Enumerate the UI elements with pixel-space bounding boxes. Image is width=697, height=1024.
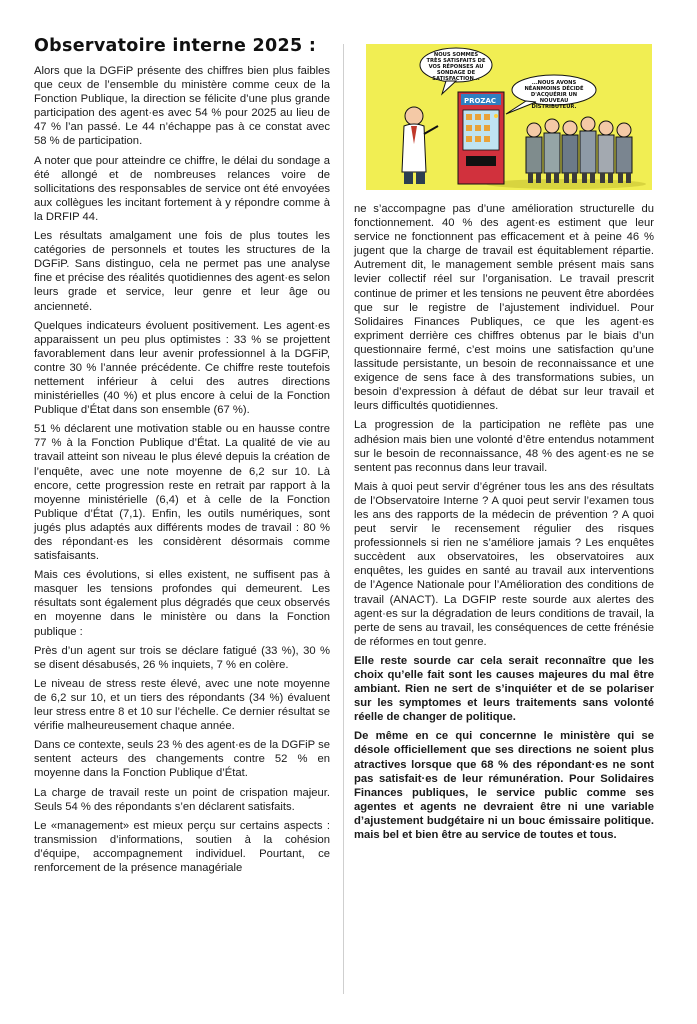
speech-bubble-text: NOUS SOMMES TRÈS SATISFAITS DE VOS RÉPONSES AU SONDAGE DE SATISFACTION... bbox=[426, 52, 486, 82]
paragraph: Le «management» est mieux perçu sur certains aspects : transmission d’informations, soutien à la cohésion d’équipe, accompagnement individuel. Pourtant, ce renforcement de la présence managériale bbox=[34, 819, 330, 874]
paragraph: Mais ces évolutions, si elles existent, ne suffisent pas à masquer les tensions profondes qui demeurent. Les résultats sont également plus dégradés que ceux observés en moyenne dans le ministère ou dans la Fonction publique : bbox=[34, 569, 330, 638]
paragraph: Quelques indicateurs évoluent positivement. Les agent·es apparaissent un peu plus optimistes : 33 % se projettent favorablement dans leur avenir professionnel à la DGFiP, contre 30 % l’année précédente. Ce chiffre reste toutefois nettement inférieur à celui des autres directions ministérielles (40 %) et plus encore à celui de la Fonction Publique d’État dans son ensemble (67 %). bbox=[34, 319, 330, 417]
paragraph: Alors que la DGFiP présente des chiffres bien plus faibles que ceux de l’ensemble du ministère comme ceux de la Fonction Publique, la direction se félicite d’une plus grande participation des agent·es avec 54 % pour 2025 au lieu de 47 % l’an passé. Le 44 n’échappe pas à ce constat avec 58 % de participation. bbox=[34, 65, 330, 148]
paragraph: Dans ce contexte, seuls 23 % des agent·es de la DGFiP se sentent acteurs des changements contre 52 % en moyenne dans la Fonction Publique d’État. bbox=[34, 739, 330, 780]
page-title: Observatoire interne 2025 : bbox=[34, 36, 317, 56]
left-column bbox=[34, 64, 330, 880]
paragraph: ne s’accompagne pas d’une amélioration structurelle du fonctionnement. 40 % des agent·es estiment que leur service ne fonctionnent pas efficacement et à peine 46 % jugent que la charge de travail est équitablement répartie. Autrement dit, le management semble présent mais sans levier collectif réel sur l’organisation. Le travail prescrit continue de primer et les tensions ne peuvent être abordées que sur le registre de l’ajustement individuel. Pour Solidaires Finances Publiques, ce que les agent·es expriment derrière ces chiffres obtenus par le biais d’un questionnaire fermé, c’est moins une satisfaction qu’une lassitude persistante, un besoin de reconnaissance et une exigence de sens face à des transformations subies, un besoin d’expression à défaut de débat sur leur travail et leurs difficultés quotidiennes. bbox=[354, 203, 654, 413]
column-divider bbox=[343, 44, 344, 994]
right-column bbox=[354, 202, 654, 847]
paragraph: La charge de travail reste un point de crispation majeur. Seuls 54 % des répondants s’en déclarent satisfaits. bbox=[34, 786, 330, 813]
paragraph: Le niveau de stress reste élevé, avec une note moyenne de 6,2 sur 10, et un tiers des répondants (34 %) évaluent leur stress entre 8 et 10 sur l’échelle. Ce dernier résultat se vérifie malheureusement chaque année. bbox=[34, 677, 330, 733]
paragraph: Les résultats amalgament une fois de plus toutes les catégories de personnels et toutes les structures de la DGFiP. Sans distinguo, cela ne permet pas une analyse fine et précise des réalités quotidiennes des agent·es selon leurs grade et service, leur genre et leur âge ou ancienneté. bbox=[34, 230, 330, 313]
paragraph: Près d’un agent sur trois se déclare fatigué (33 %), 30 % se disent désabusés, 26 % inquiets, 7 % en colère. bbox=[34, 644, 330, 671]
bold-paragraph: De même en ce qui concernne le ministère qui se désole officiellement que ses directions ne soient plus atractives lorsque que 68 % des répondant·es ne sont pas satisfait·es de leur rémunération. Pour Solidaires Finances publiques, le service public comme ses agentes et agents ne devraient être ni une variable d’ajustement budgétaire ni un bouc émissaire politique. mais bel et bien être au service de toutes et tous. bbox=[354, 730, 654, 842]
bold-paragraph: Elle reste sourde car cela serait reconnaître que les choix qu’elle fait sont les causes majeures du mal être ambiant. Rien ne sert de s’inquiéter et de se polariser sur les symptomes et leurs traitements sans volonté réelle de changer de politique. bbox=[354, 654, 654, 724]
vending-machine-label: PROZAC bbox=[463, 97, 497, 105]
paragraph: Mais à quoi peut servir d’égréner tous les ans des résultats de l’Observatoire Interne ? A quoi peut servir l’examen tous les ans des rapports de la médecin de prévention ? A quoi peut servir le recensement régulier des risques professionnels si rien ne s’améliore jamais ? Les enquêtes succèdent aux observatoires, les observatoires aux enquêtes, les guides en santé au travail aux interventions de l’Agence Nationale pour l’Amélioration des conditions de travail (ANACT). La DGFIP reste sourde aux alertes des agent·es sur la dégradation de leurs conditions de travail, la perte de sens au travail, les conséquences de cette frénésie de réformes en tout genre. bbox=[354, 480, 654, 648]
paragraph: A noter que pour atteindre ce chiffre, le délai du sondage a été allongé et de nombreuses relances voire de sollicitations des responsables de service ont été envoyées aux collègues les incitant fortement à y répondre comme à la DRFIP 44. bbox=[34, 154, 330, 223]
cartoon-illustration bbox=[366, 44, 652, 190]
paragraph: La progression de la participation ne reflète pas une adhésion mais bien une volonté d’être entendus notamment sur le besoin de reconnaissance, 48 % des agent·es ne se sentent pas reconnus dans leur travail. bbox=[354, 419, 654, 474]
paragraph: 51 % déclarent une motivation stable ou en hausse contre 77 % à la Fonction Publique d’État. La qualité de vie au travail atteint son niveau le plus élevé depuis la création de l’enquête, avec une note moyenne de 6,2 sur 10. Là encore, cette progression reste en retrait par rapport à la moyenne ministérielle (6,4) et à celle de la Fonction Publique d’État (7,1). Enfin, les outils numériques, sont jugés plus adaptés aux différents modes de travail : 80 % des répondant·es les considèrent désormais comme satisfaisants. bbox=[34, 423, 330, 563]
cartoon-drawing bbox=[366, 44, 652, 190]
speech-bubble-text: ...NOUS AVONS NÉANMOINS DÉCIDÉ D'ACQUÉRIR UN NOUVEAU DISTRIBUTEUR. bbox=[524, 80, 584, 110]
